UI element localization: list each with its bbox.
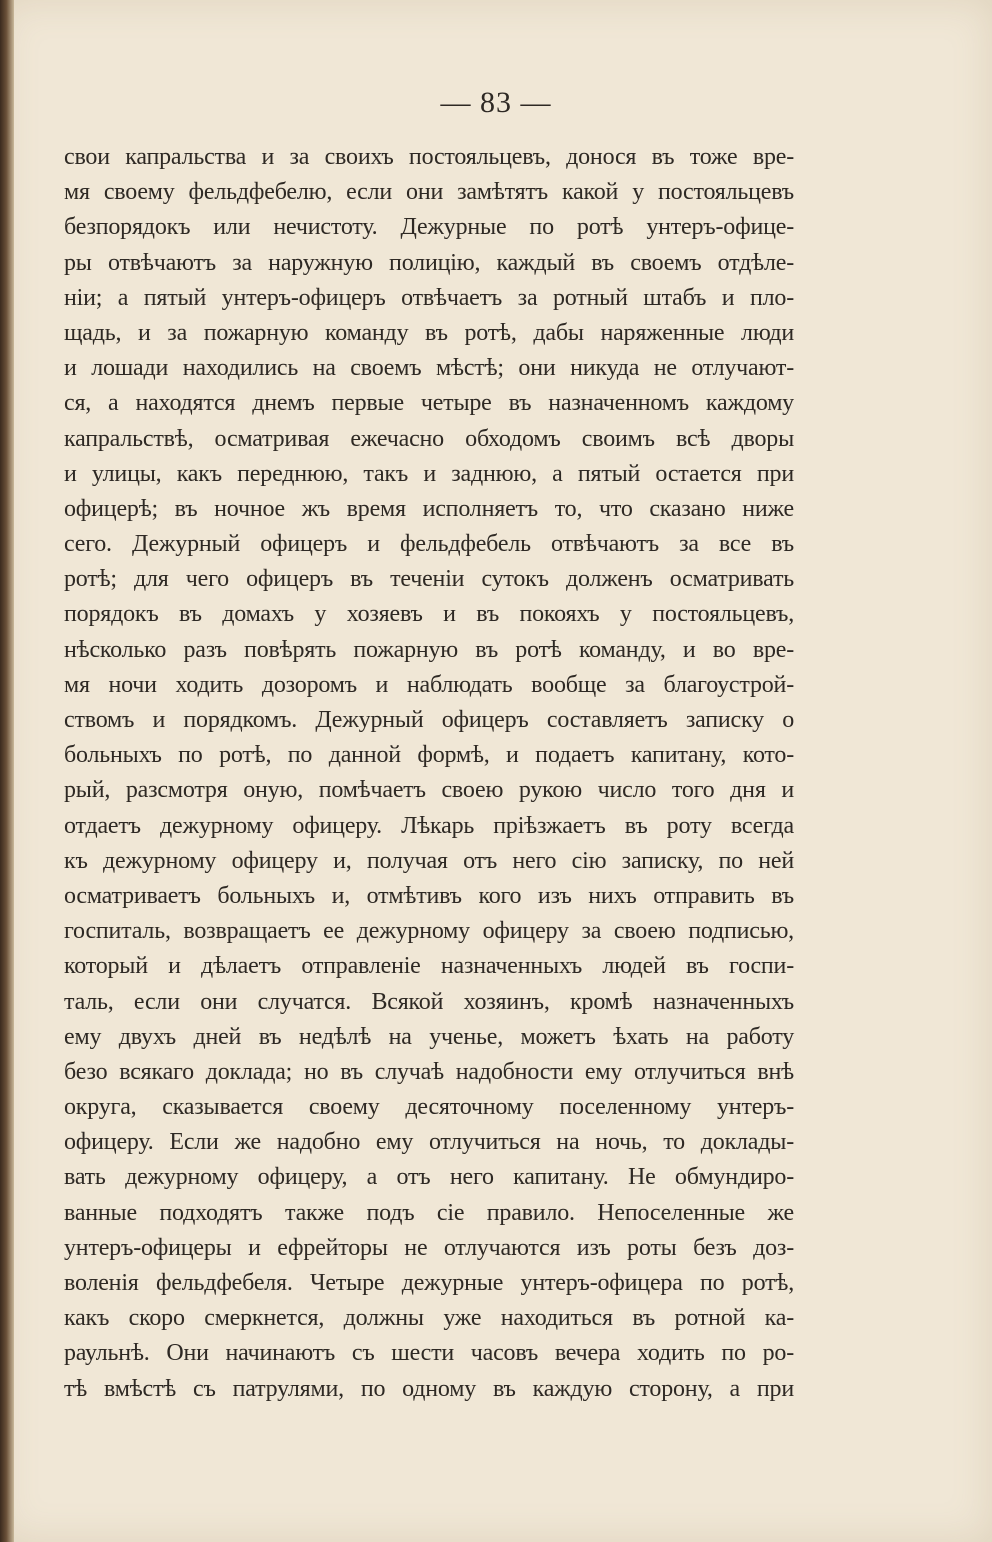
- text-line: свои капральства и за своихъ постояльцевъ, донося въ тоже вре-: [64, 144, 794, 170]
- text-line: ствомъ и порядкомъ. Дежурный офицеръ составляетъ записку о: [64, 707, 794, 733]
- text-line: нѣсколько разъ повѣрять пожарную въ ротѣ команду, и во вре-: [64, 636, 794, 663]
- text-line: мя ночи ходить дозоромъ и наблюдать вообще за благоустрой-: [64, 671, 794, 698]
- text-line: воленія фельдфебеля. Четыре дежурные унтеръ-офицера по ротѣ,: [64, 1270, 794, 1296]
- text-line: щадь, и за пожарную команду въ ротѣ, дабы наряженные люди: [64, 319, 794, 346]
- text-line: вать дежурному офицеру, а отъ него капитану. Не обмундиро-: [64, 1164, 794, 1191]
- text-line: сего. Дежурный офицеръ и фельдфебель отвѣчаютъ за все въ: [64, 531, 794, 558]
- text-line: отдаетъ дежурному офицеру. Лѣкарь пріѣзжаетъ въ роту всегда: [64, 812, 794, 839]
- text-line: ванные подходятъ также подъ сіе правило. Непоселенные же: [64, 1199, 794, 1226]
- text-line: госпиталь, возвращаетъ ее дежурному офицеру за своею подписью,: [64, 918, 794, 945]
- text-line: осматриваетъ больныхъ и, отмѣтивъ кого изъ нихъ отправить въ: [64, 882, 794, 909]
- text-line: больныхъ по ротѣ, по данной формѣ, и подаетъ капитану, кото-: [64, 742, 794, 769]
- page-binding-edge: [0, 0, 14, 1542]
- text-line: ніи; а пятый унтеръ-офицеръ отвѣчаетъ за ротный штабъ и пло-: [64, 284, 794, 311]
- text-line: унтеръ-офицеры и ефрейторы не отлучаются изъ роты безъ доз-: [64, 1234, 794, 1261]
- text-line: офицерѣ; въ ночное жъ время исполняетъ то, что сказано ниже: [64, 495, 794, 522]
- text-line: раульнѣ. Они начинаютъ съ шести часовъ вечера ходить по ро-: [64, 1340, 794, 1367]
- text-line: ему двухъ дней въ недѣлѣ на ученье, можетъ ѣхать на работу: [64, 1023, 794, 1050]
- text-line: капральствѣ, осматривая ежечасно обходомъ своимъ всѣ дворы: [64, 425, 794, 452]
- body-text: [64, 140, 794, 1407]
- text-line: мя своему фельдфебелю, если они замѣтятъ какой у постояльцевъ: [64, 179, 794, 206]
- text-line: рый, разсмотря оную, помѣчаетъ своею рукою число того дня и: [64, 777, 794, 804]
- text-line: и улицы, какъ переднюю, такъ и заднюю, а пятый остается при: [64, 460, 794, 487]
- text-line: который и дѣлаетъ отправленіе назначенныхъ людей въ госпи-: [64, 953, 794, 980]
- text-line: ротѣ; для чего офицеръ въ теченіи сутокъ долженъ осматривать: [64, 566, 794, 593]
- text-line: ры отвѣчаютъ за наружную полицію, каждый въ своемъ отдѣле-: [64, 249, 794, 276]
- text-line: къ дежурному офицеру и, получая отъ него сію записку, по ней: [64, 847, 794, 874]
- text-line: какъ скоро смеркнется, должны уже находиться въ ротной ка-: [64, 1305, 794, 1332]
- text-line: тѣ вмѣстѣ съ патрулями, по одному въ каждую сторону, а при: [64, 1375, 794, 1402]
- text-line: и лошади находились на своемъ мѣстѣ; они никуда не отлучают-: [64, 355, 794, 382]
- text-line: ся, а находятся днемъ первые четыре въ назначенномъ каждому: [64, 390, 794, 417]
- text-line: порядокъ въ домахъ у хозяевъ и въ покояхъ у постояльцевъ,: [64, 601, 794, 628]
- text-line: офицеру. Если же надобно ему отлучиться на ночь, то доклады-: [64, 1129, 794, 1156]
- text-line: округа, сказывается своему десяточному поселенному унтеръ-: [64, 1094, 794, 1121]
- page-number: — 83 —: [440, 86, 552, 119]
- text-line: безпорядокъ или нечистоту. Дежурные по ротѣ унтеръ-офице-: [64, 214, 794, 241]
- text-line: таль, если они случатся. Всякой хозяинъ, кромѣ назначенныхъ: [64, 988, 794, 1015]
- text-line: безо всякаго доклада; но въ случаѣ надобности ему отлучиться внѣ: [64, 1058, 794, 1085]
